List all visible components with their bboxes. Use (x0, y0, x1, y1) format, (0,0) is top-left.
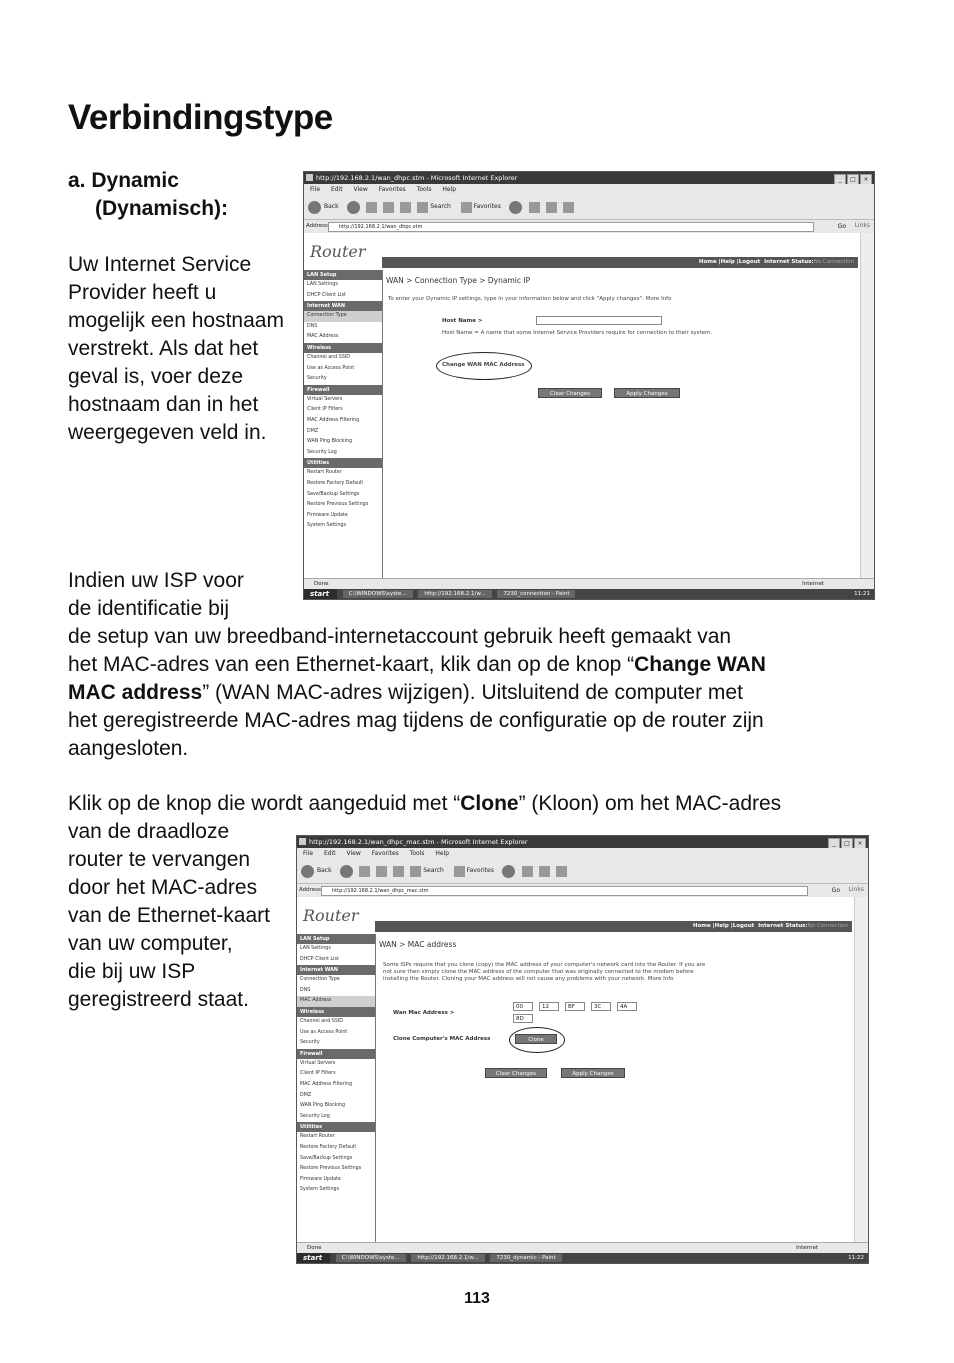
menu-tools[interactable]: Tools (416, 186, 432, 193)
menu-bar (297, 848, 868, 859)
internet-status-label: Internet Status: (764, 259, 814, 265)
sidebar-section-header: Wireless (304, 343, 382, 353)
wan-mac-label: Wan Mac Address > (393, 1010, 455, 1016)
address-bar (304, 220, 874, 232)
favorites-star-icon[interactable] (461, 202, 472, 213)
para3-line: van uw computer, (68, 932, 233, 955)
sidebar-item[interactable]: Client IP Filters (307, 407, 343, 413)
sidebar-item[interactable]: Restart Router (307, 470, 342, 476)
para3-line: door het MAC-adres (68, 876, 258, 899)
sidebar-item[interactable]: Restore Factory Default (300, 1144, 357, 1150)
start-button[interactable]: start (297, 1253, 330, 1263)
taskbar-item[interactable]: http://192.168.2.1/w... (418, 590, 491, 598)
forward-icon[interactable] (340, 865, 353, 878)
close-icon[interactable]: × (860, 174, 872, 185)
para1-line: weergegeven veld in. (68, 421, 267, 444)
menu-favorites[interactable]: Favorites (371, 850, 399, 857)
sidebar-item[interactable]: Channel and SSID (307, 354, 350, 360)
intro-paragraph (68, 251, 284, 447)
window-title: http://192.168.2.1/wan_dhpc.stm - Microsoft Internet Explorer (316, 174, 518, 182)
print-icon[interactable] (539, 866, 550, 877)
para2-line: Indien uw ISP voor (68, 569, 244, 592)
favorites-label[interactable]: Favorites (473, 203, 501, 210)
internet-status-value: No Connection (813, 259, 854, 265)
status-bar (297, 1242, 868, 1253)
window-title: http://192.168.2.1/wan_dhpc_mac.stm - Microsoft Internet Explorer (309, 838, 528, 846)
sidebar-item[interactable]: Client IP Filters (300, 1071, 336, 1077)
page-title: Verbindingstype (68, 98, 333, 137)
back-label[interactable]: Back (317, 867, 332, 874)
taskbar-item[interactable]: C:\WINDOWS\syste... (343, 590, 413, 598)
mail-icon[interactable] (529, 202, 540, 213)
section-a-heading (68, 167, 228, 223)
sidebar-item[interactable]: Security Log (307, 449, 337, 455)
router-logo: Router (310, 242, 366, 261)
vertical-scrollbar[interactable] (860, 233, 874, 579)
sidebar-item[interactable]: WAN Ping Blocking (300, 1103, 345, 1109)
browser-window-mac-address (296, 835, 869, 1264)
sidebar-item[interactable]: DNS (307, 323, 318, 329)
search-label[interactable]: Search (430, 203, 451, 210)
menu-view[interactable]: View (353, 186, 368, 193)
host-name-note: Host Name = A name that some Internet Service Providers require for connection to their system. (442, 330, 713, 336)
back-label[interactable]: Back (324, 203, 339, 210)
mac-octet-input[interactable]: 3C (591, 1002, 611, 1011)
section-a-heading-line2: (Dynamisch): (95, 197, 229, 220)
back-icon[interactable] (308, 201, 321, 214)
taskbar (297, 1253, 868, 1263)
para2-line: de setup van uw breedband-internetaccount gebruik heeft gemaakt van (68, 625, 732, 648)
sidebar-section-header: Firewall (297, 1049, 375, 1059)
menu-edit[interactable]: Edit (323, 850, 336, 857)
sidebar-item[interactable]: Virtual Servers (300, 1060, 336, 1066)
page-content (297, 897, 854, 1243)
router-sidebar (297, 934, 376, 1243)
maximize-icon[interactable]: □ (841, 838, 853, 849)
mac-octet-input[interactable]: BF (565, 1002, 585, 1011)
sidebar-item[interactable]: DMZ (307, 428, 319, 434)
media-icon[interactable] (509, 201, 522, 214)
sidebar-item[interactable]: Security (307, 376, 327, 382)
print-icon[interactable] (546, 202, 557, 213)
menu-view[interactable]: View (346, 850, 361, 857)
router-main (386, 270, 856, 579)
sidebar-item[interactable]: System Settings (307, 523, 347, 529)
para3-line (68, 790, 898, 818)
header-links[interactable]: Home |Help |Logout (692, 923, 755, 929)
sidebar-item[interactable]: DHCP Client List (307, 292, 346, 298)
apply-changes-button[interactable]: Apply Changes (614, 388, 680, 398)
menu-bar (304, 184, 874, 195)
highlight-circle (436, 352, 532, 380)
favorites-star-icon[interactable] (454, 866, 465, 877)
sidebar-section-header: Firewall (304, 385, 382, 395)
sidebar-item[interactable]: Use as Access Point (307, 365, 355, 371)
intro-text: To enter your Dynamic IP settings, type in your information below and click "Apply changes". More Info (388, 296, 672, 302)
home-icon[interactable] (400, 202, 411, 213)
edit-icon[interactable] (556, 866, 567, 877)
clone-mac-label: Clone Computer's MAC Address (393, 1036, 491, 1042)
status-done: Done (314, 581, 329, 587)
para3-line: van de draadloze (68, 820, 230, 843)
clone-button[interactable]: Clone (515, 1034, 557, 1044)
favorites-label[interactable]: Favorites (466, 867, 494, 874)
home-icon[interactable] (393, 866, 404, 877)
links-label[interactable]: Links (848, 886, 864, 893)
breadcrumb: WAN > Connection Type > Dynamic IP (386, 276, 531, 285)
window-titlebar (304, 172, 874, 184)
para3-line: die bij uw ISP (68, 960, 196, 983)
sidebar-section-header: Internet WAN (297, 965, 375, 975)
sidebar-item[interactable]: MAC Address (297, 996, 375, 1007)
browser-toolbar (304, 195, 874, 220)
clear-changes-button[interactable]: Clear Changes (538, 388, 602, 398)
clone-term: Clone (460, 792, 519, 815)
media-icon[interactable] (502, 865, 515, 878)
para2-line: de identificatie bij (68, 597, 230, 620)
host-name-input[interactable] (536, 316, 662, 325)
para1-line: verstrekt. Als dat het (68, 337, 259, 360)
back-icon[interactable] (301, 865, 314, 878)
sidebar-section-header: Wireless (297, 1007, 375, 1017)
sidebar-item[interactable]: MAC Address (307, 334, 339, 340)
forward-icon[interactable] (347, 201, 360, 214)
sidebar-item[interactable]: System Settings (300, 1187, 340, 1193)
sidebar-item[interactable]: Channel and SSID (300, 1018, 343, 1024)
sidebar-item[interactable]: WAN Ping Blocking (307, 439, 352, 445)
sidebar-item[interactable]: Connection Type (300, 977, 340, 983)
minimize-icon[interactable]: _ (834, 174, 846, 185)
window-titlebar (297, 836, 868, 848)
para3-line: router te vervangen (68, 848, 251, 871)
status-internet: Internet (802, 581, 824, 587)
status-done: Done (307, 1245, 322, 1251)
sidebar-item[interactable]: MAC Address Filtering (307, 417, 360, 423)
router-sidebar (304, 270, 383, 579)
page-content (304, 233, 860, 579)
ie-icon (299, 838, 306, 845)
page-number: 113 (464, 1290, 490, 1307)
links-label[interactable]: Links (854, 222, 870, 229)
sidebar-item[interactable]: Security (300, 1040, 320, 1046)
para2-text: het MAC-adres van een Ethernet-kaart, klik dan op de knop “ (68, 653, 635, 676)
sidebar-item[interactable]: Restore Previous Settings (307, 502, 369, 508)
intro-text: Some ISPs require that you clone (copy) the MAC address of your computer's network card into the Router. If you are not sure then simply clone the MAC address of the computer that was originally connected to the modem before installing the Router. Cloning your MAC address will not cause any problems with your network. More Info (383, 962, 706, 982)
sidebar-section-header: Utilities (304, 458, 382, 468)
address-label: Address (299, 887, 321, 893)
sidebar-item[interactable]: MAC Address Filtering (300, 1081, 353, 1087)
para2-line: aangesloten. (68, 737, 189, 760)
sidebar-item[interactable]: DNS (300, 987, 311, 993)
sidebar-item[interactable]: Save/Backup Settings (300, 1155, 353, 1161)
go-button[interactable]: Go (831, 887, 840, 894)
para2-line: het geregistreerde MAC-adres mag tijdens de configuratie op de router zijn (68, 709, 764, 732)
sidebar-item[interactable]: Use as Access Point (300, 1029, 348, 1035)
para3-text: ” (Kloon) om het MAC-adres (518, 792, 782, 815)
search-icon[interactable] (417, 202, 428, 213)
address-bar (297, 884, 868, 896)
sidebar-section-header: LAN Setup (297, 934, 375, 944)
router-header-bar (375, 921, 852, 932)
taskbar-item[interactable]: C:\WINDOWS\syste... (336, 1254, 406, 1262)
router-header-bar (382, 257, 858, 268)
sidebar-item[interactable]: LAN Settings (307, 282, 338, 287)
para2-line (68, 651, 898, 679)
router-main (379, 934, 850, 1243)
sidebar-item[interactable]: Virtual Servers (307, 396, 343, 402)
sidebar-section-header: Internet WAN (304, 301, 382, 311)
stop-icon[interactable] (366, 202, 377, 213)
taskbar-item[interactable]: 7230_dynamic - Paint (490, 1254, 561, 1262)
apply-changes-button[interactable]: Apply Changes (561, 1068, 625, 1078)
refresh-icon[interactable] (383, 202, 394, 213)
sidebar-item[interactable]: Security Log (300, 1113, 330, 1119)
mac-address-term: MAC address (68, 681, 203, 704)
mail-icon[interactable] (522, 866, 533, 877)
ie-icon (306, 174, 313, 181)
router-logo: Router (303, 906, 359, 925)
taskbar (304, 589, 874, 599)
sidebar-item[interactable]: DHCP Client List (300, 956, 339, 962)
para1-line: Provider heeft u (68, 281, 217, 304)
sidebar-item[interactable]: Restore Previous Settings (300, 1166, 362, 1172)
sidebar-item[interactable]: Save/Backup Settings (307, 491, 360, 497)
browser-toolbar (297, 859, 868, 884)
address-input[interactable]: http://192.168.2.1/wan_dhpc_mac.stm (321, 886, 808, 896)
menu-file[interactable]: File (303, 850, 314, 857)
search-icon[interactable] (410, 866, 421, 877)
para1-line: geval is, voer deze (68, 365, 244, 388)
sidebar-item[interactable]: Firmware Update (300, 1176, 341, 1182)
sidebar-item[interactable]: Restart Router (300, 1134, 335, 1140)
sidebar-item[interactable]: Firmware Update (307, 512, 348, 518)
address-label: Address (306, 223, 328, 229)
menu-edit[interactable]: Edit (330, 186, 343, 193)
menu-favorites[interactable]: Favorites (378, 186, 406, 193)
edit-icon[interactable] (563, 202, 574, 213)
menu-tools[interactable]: Tools (409, 850, 425, 857)
clear-changes-button[interactable]: Clear Changes (485, 1068, 547, 1078)
menu-file[interactable]: File (310, 186, 321, 193)
change-wan-mac-link[interactable]: Change WAN MAC Address (442, 362, 525, 368)
sidebar-item[interactable]: Restore Factory Default (307, 480, 364, 486)
status-bar (304, 578, 874, 589)
vertical-scrollbar[interactable] (854, 897, 868, 1243)
search-label[interactable]: Search (423, 867, 444, 874)
mac-octet-input[interactable]: 4A (617, 1002, 637, 1011)
refresh-icon[interactable] (376, 866, 387, 877)
address-input[interactable]: http://192.168.2.1/wan_dhpc.stm (328, 222, 814, 232)
menu-help[interactable]: Help (435, 850, 450, 857)
para2-text: ” (WAN MAC-adres wijzigen). Uitsluitend de computer met (202, 681, 743, 704)
stop-icon[interactable] (359, 866, 370, 877)
mac-octet-input[interactable]: 00 (513, 1002, 533, 1011)
maximize-icon[interactable]: □ (847, 174, 859, 185)
para3-text: Klik op de knop die wordt aangeduid met “ (68, 792, 461, 815)
para1-line: Uw Internet Service (68, 253, 252, 276)
menu-help[interactable]: Help (442, 186, 457, 193)
para2-line (68, 679, 898, 707)
mac-octet-input[interactable]: 12 (539, 1002, 559, 1011)
sidebar-item[interactable]: Connection Type (304, 311, 382, 322)
mac-octet-input[interactable]: 8D (513, 1014, 533, 1023)
clock: 11:21 (854, 591, 870, 597)
para3-line: geregistreerd staat. (68, 988, 249, 1011)
host-name-label: Host Name > (442, 318, 483, 324)
section-a-heading-line1: a. Dynamic (68, 169, 179, 192)
internet-status-label: Internet Status: (758, 923, 808, 929)
para3-line: van de Ethernet-kaart (68, 904, 270, 927)
sidebar-item[interactable]: DMZ (300, 1092, 312, 1098)
para1-line: hostnaam dan in het (68, 393, 259, 416)
clock: 11:22 (848, 1255, 864, 1261)
minimize-icon[interactable]: _ (828, 838, 840, 849)
taskbar-item[interactable]: http://192.168.2.1/w... (411, 1254, 484, 1262)
breadcrumb: WAN > MAC address (379, 940, 457, 949)
status-internet: Internet (796, 1245, 818, 1251)
start-button[interactable]: start (304, 589, 337, 599)
browser-window-dynamic-ip (303, 171, 875, 600)
taskbar-item[interactable]: 7230_connection - Paint (497, 590, 575, 598)
sidebar-section-header: LAN Setup (304, 270, 382, 280)
para1-line: mogelijk een hostnaam (68, 309, 284, 332)
sidebar-item[interactable]: LAN Settings (300, 946, 331, 951)
go-button[interactable]: Go (837, 223, 846, 230)
highlight-circle (509, 1027, 565, 1053)
sidebar-section-header: Utilities (297, 1122, 375, 1132)
internet-status-value: No Connection (807, 923, 848, 929)
header-links[interactable]: Home |Help |Logout (698, 259, 761, 265)
close-icon[interactable]: × (854, 838, 866, 849)
change-wan-term: Change WAN (634, 653, 766, 676)
